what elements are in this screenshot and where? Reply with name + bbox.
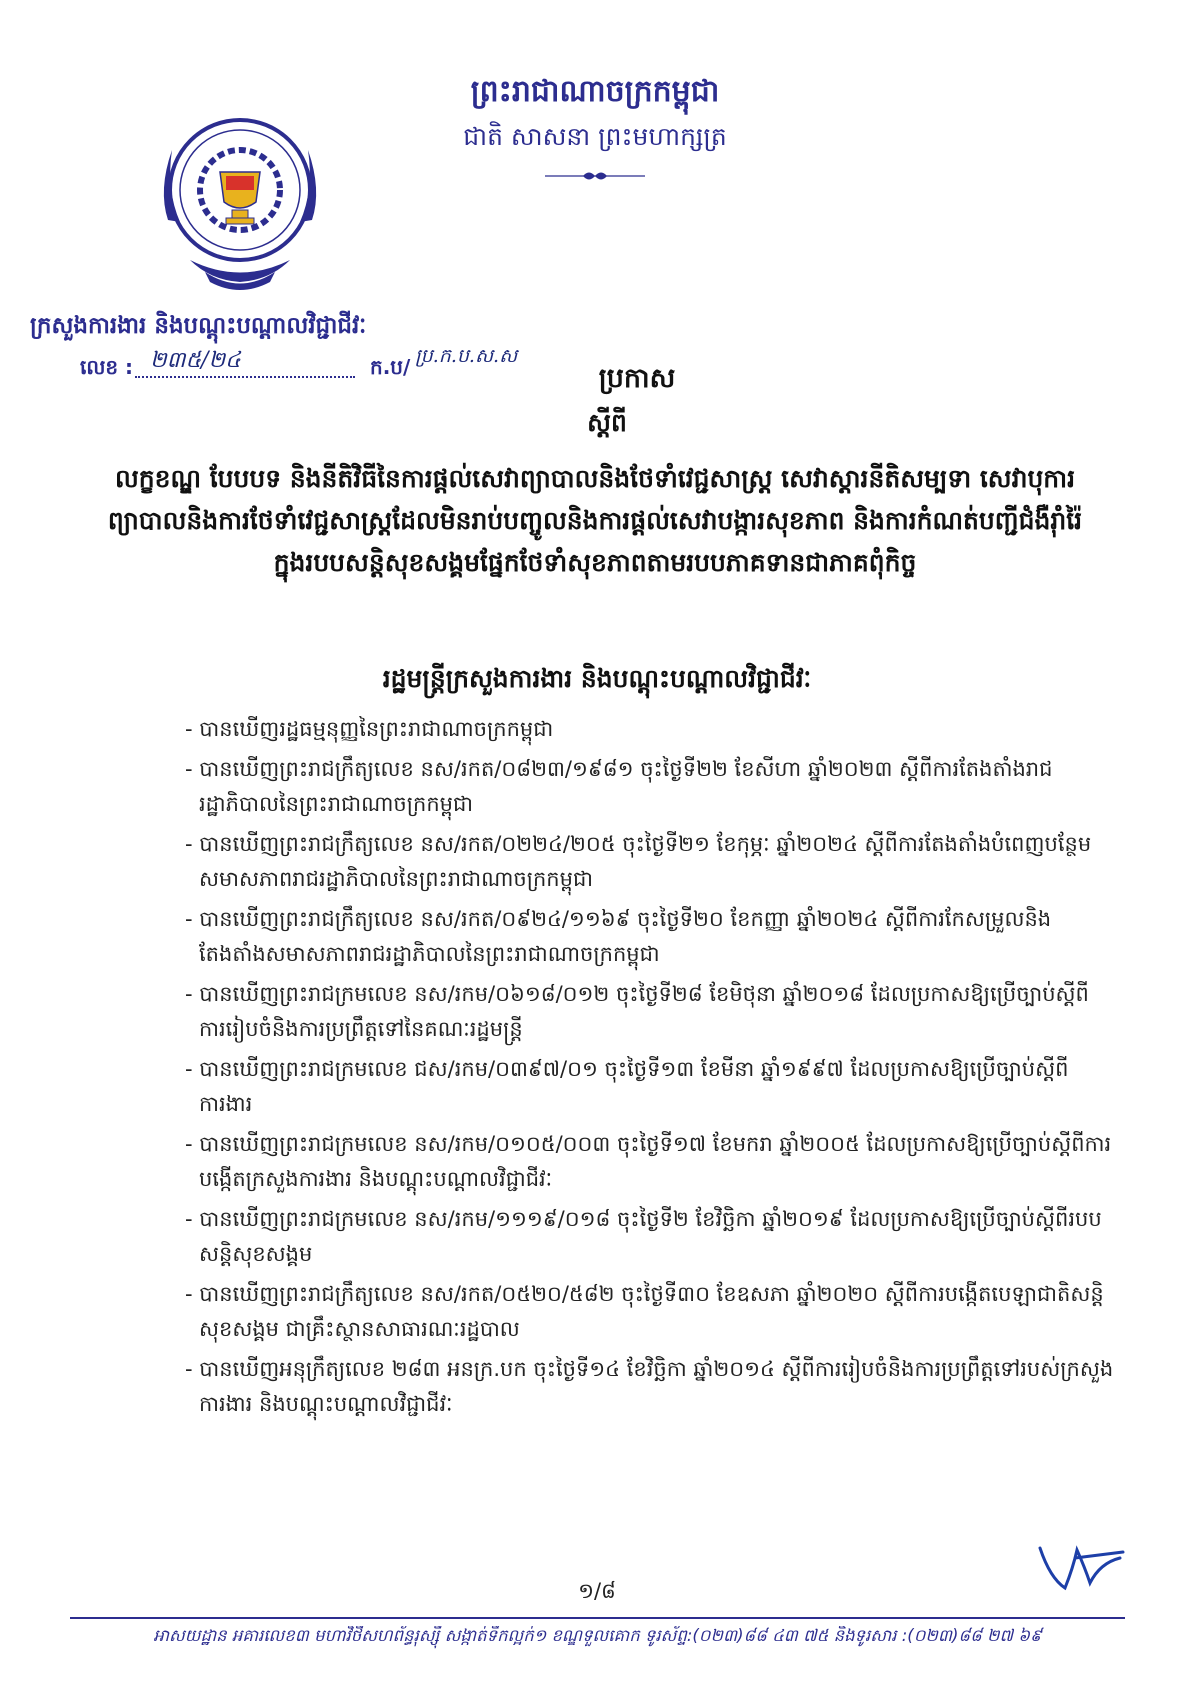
ministry-seal-icon — [150, 110, 330, 300]
national-motto: ជាតិ សាសនា ព្រះមហាក្សត្រ — [463, 122, 727, 151]
page-number: ១/៨ — [578, 1579, 616, 1603]
footer-divider — [70, 1617, 1125, 1619]
list-item: - បានឃើញព្រះរាជក្រមលេខ នស/រកម/១១១៩/០១៨ ចុះថ្ងៃទី២ ខែវិច្ឆិកា ឆ្នាំ២០១៩ ដែលប្រកាសឱ្យប្រើច្បាប់ស្តីពីរបបសន្តិសុខសង្គម — [185, 1202, 1115, 1272]
list-item: - បានឃើញអនុក្រឹត្យលេខ ២៨៣ អនក្រ.បក ចុះថ្ងៃទី១៤ ខែវិច្ឆិកា ឆ្នាំ២០១៤ ស្តីពីការរៀបចំនិងការប្រព្រឹត្តទៅរបស់ក្រសួងការងារ និងបណ្តុះបណ្តាលវិជ្ជាជីវៈ — [185, 1352, 1115, 1422]
list-item: - បានឃើញព្រះរាជក្រមលេខ ជស/រកម/០៣៩៧/០១ ចុះថ្ងៃទី១៣ ខែមីនា ឆ្នាំ១៩៩៧ ដែលប្រកាសឱ្យប្រើច្បាប់ស្តីពីការងារ — [185, 1052, 1115, 1122]
list-item: - បានឃើញរដ្ឋធម្មនុញ្ញនៃព្រះរាជាណាចក្រកម្ពុជា — [185, 712, 1115, 747]
list-item: - បានឃើញព្រះរាជក្រឹត្យលេខ នស/រកត/០២២៤/២០៥ ចុះថ្ងៃទី២១ ខែកុម្ភៈ ឆ្នាំ២០២៤ ស្តីពីការតែងតាំងបំពេញបន្ថែមសមាសភាពរាជរដ្ឋាភិបាលនៃព្រះរាជាណាចក្រកម្ពុជា — [185, 827, 1115, 897]
list-item: - បានឃើញព្រះរាជក្រមលេខ នស/រកម/០១០៥/០០៣ ចុះថ្ងៃទី១៧ ខែមករា ឆ្នាំ២០០៥ ដែលប្រកាសឱ្យប្រើច្បាប់ស្តីពីការបង្កើតក្រសួងការងារ និងបណ្តុះបណ្តាលវិជ្ជាជីវៈ — [185, 1127, 1115, 1197]
ref-middle: ក.ប/ — [370, 355, 411, 379]
decree-type-heading — [0, 362, 1194, 401]
list-item: - បានឃើញព្រះរាជក្រមលេខ នស/រកម/០៦១៨/០១២ ចុះថ្ងៃទី២៨ ខែមិថុនា ឆ្នាំ២០១៨ ដែលប្រកាសឱ្យប្រើច្បាប់ស្តីពីការរៀបចំនិងការប្រព្រឹត្តទៅនៃគណៈរដ្ឋមន្ត្រី — [185, 977, 1115, 1047]
ref-suffix-handwritten: ប្រ.ក.ប.ស.ស — [415, 345, 518, 367]
about-heading: ស្តីពី — [587, 408, 627, 437]
decree-type-text: ប្រកាស — [598, 363, 676, 394]
ref-label: លេខ : — [80, 355, 134, 379]
list-item: - បានឃើញព្រះរាជក្រឹត្យលេខ នស/រកត/០៨២៣/១៩៨១ ចុះថ្ងៃទី២២ ខែសីហា ឆ្នាំ២០២៣ ស្តីពីការតែងតាំងរាជរដ្ឋាភិបាលនៃព្រះរាជាណាចក្រកម្ពុជា — [185, 752, 1115, 822]
minister-heading: រដ្ឋមន្ត្រីក្រសួងការងារ និងបណ្តុះបណ្តាលវិជ្ជាជីវៈ — [382, 664, 812, 693]
ministry-name: ក្រសួងការងារ និងបណ្តុះបណ្តាលវិជ្ជាជីវៈ — [30, 313, 367, 339]
ref-number-handwritten: ២៣៥/២៤ — [150, 348, 241, 373]
list-item: - បានឃើញព្រះរាជក្រឹត្យលេខ នស/រកត/០៩២៤/១១៦៩ ចុះថ្ងៃទី២០ ខែកញ្ញា ឆ្នាំ២០២៤ ស្តីពីការកែសម្រួលនិងតែងតាំងសមាសភាពរាជរដ្ឋាភិបាលនៃព្រះរាជាណាចក្រកម្ពុជា — [185, 902, 1115, 972]
kingdom-title: ព្រះរាជាណាចក្រកម្ពុជា — [470, 74, 720, 109]
divider-ornament-icon — [545, 166, 645, 186]
footer-address: អាសយដ្ឋាន អគារលេខ៣ មហាវិថីសហព័ន្ធរុស្ស៊ី សង្កាត់ទឹកល្អក់១ ខណ្ឌទួលគោក ទូរស័ព្ទ:(០២៣)៨៨ ៤៣ ៧៥ និងទូរសារ :(០២៣)៨៨ ២៧ ៦៩ — [153, 1626, 1042, 1645]
list-item: - បានឃើញព្រះរាជក្រឹត្យលេខ នស/រកត/០៥២០/៥៨២ ចុះថ្ងៃទី៣០ ខែឧសភា ឆ្នាំ២០២០ ស្តីពីការបង្កើតបេឡាជាតិសន្តិសុខសង្គម ជាគ្រឹះស្ថានសាធារណៈរដ្ឋបាល — [185, 1277, 1115, 1347]
preamble-list — [185, 712, 1115, 1427]
decree-subject: លក្ខខណ្ឌ បែបបទ និងនីតិវិធីនៃការផ្តល់សេវាព្យាបាលនិងថែទាំវេជ្ជសាស្ត្រ សេវាស្តារនីតិសម្បទា សេវាបុការព្យាបាលនិងការថែទាំវេជ្ជសាស្ត្រដែលមិនរាប់បញ្ចូលនិងការផ្តល់សេវាបង្ការសុខភាព និងការកំណត់បញ្ជីជំងឺរ៉ាំរ៉ៃក្នុងរបបសន្តិសុខសង្គមផ្នែកថែទាំសុខភាពតាមរបបភាគទានជាភាគពុំកិច្ច — [107, 464, 1083, 577]
